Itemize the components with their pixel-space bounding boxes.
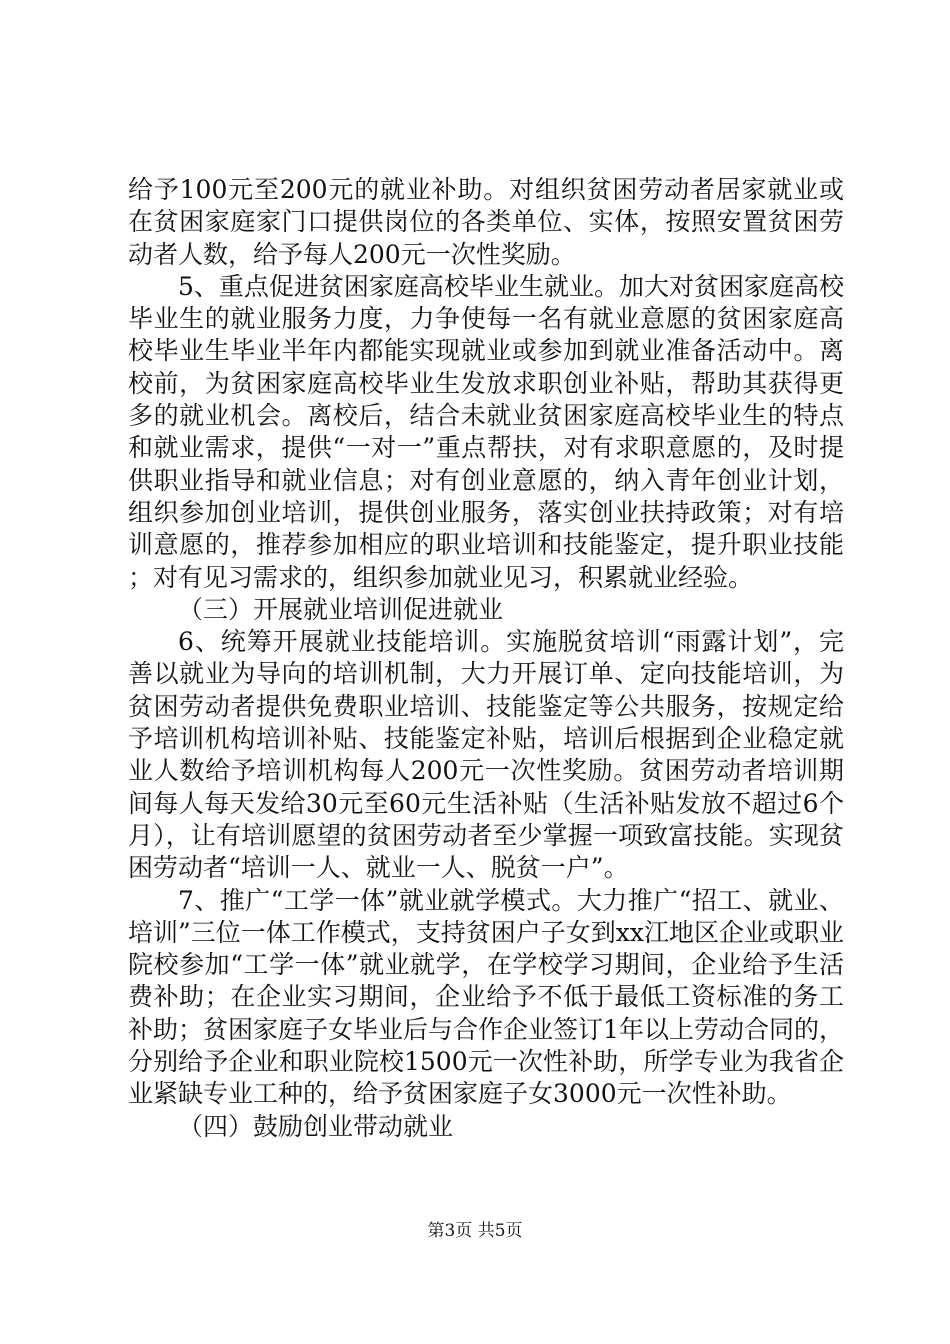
paragraph-item-5: 5、重点促进贫困家庭高校毕业生就业。加大对贫困家庭高校毕业生的就业服务力度，力争使每一名有就业意愿的贫困家庭高校毕业生毕业半年内都能实现就业或参加到就业准备活动中。离校前，为贫困家庭高校毕业生发放求职创业补贴，帮助其获得更多的就业机会。离校后，结合未就业贫困家庭高校毕业生的特点和就业需求，提供“一对一”重点帮扶，对有求职意愿的，及时提供职业指导和就业信息；对有创业意愿的，纳入青年创业计划，组织参加创业培训，提供创业服务，落实创业扶持政策；对有培训意愿的，推荐参加相应的职业培训和技能鉴定，提升职业技能；对有见习需求的，组织参加就业见习，积累就业经验。 (128, 271, 844, 592)
paragraph-continuation: 给予100元至200元的就业补助。对组织贫困劳动者居家就业或在贫困家庭家门口提供岗位的各类单位、实体，按照安置贫困劳动者人数，给予每人200元一次性奖励。 (128, 175, 844, 269)
page-number: 第3页 共5页 (427, 1221, 523, 1241)
paragraph-item-6: 6、统筹开展就业技能培训。实施脱贫培训“雨露计划”，完善以就业为导向的培训机制，大力开展订单、定向技能培训，为贫困劳动者提供免费职业培训、技能鉴定等公共服务，按规定给予培训机构培训补贴、技能鉴定补贴，培训后根据到企业稳定就业人数给予培训机构每人200元一次性奖励。贫困劳动者培训期间每人每天发给30元至60元生活补贴（生活补贴发放不超过6个月），让有培训愿望的贫困劳动者至少掌握一项致富技能。实现贫困劳动者“培训一人、就业一人、脱贫一户”。 (128, 627, 844, 883)
paragraph-item-7: 7、推广“工学一体”就业就学模式。大力推广“招工、就业、培训”三位一体工作模式，支持贫困户子女到xx江地区企业或职业院校参加“工学一体”就业就学，在学校学习期间，企业给予生活费补助；在企业实习期间，企业给予不低于最低工资标准的务工补助；贫困家庭子女毕业后与合作企业签订1年以上劳动合同的，分别给予企业和职业院校1500元一次性补助，所学专业为我省企业紧缺专业工种的，给予贫困家庭子女3000元一次性补助。 (128, 885, 844, 1109)
document-body (128, 174, 844, 1143)
section-heading-4: （四）鼓励创业带动就业 (178, 1111, 454, 1141)
section-heading-3: （三）开展就业培训促进就业 (178, 594, 504, 624)
